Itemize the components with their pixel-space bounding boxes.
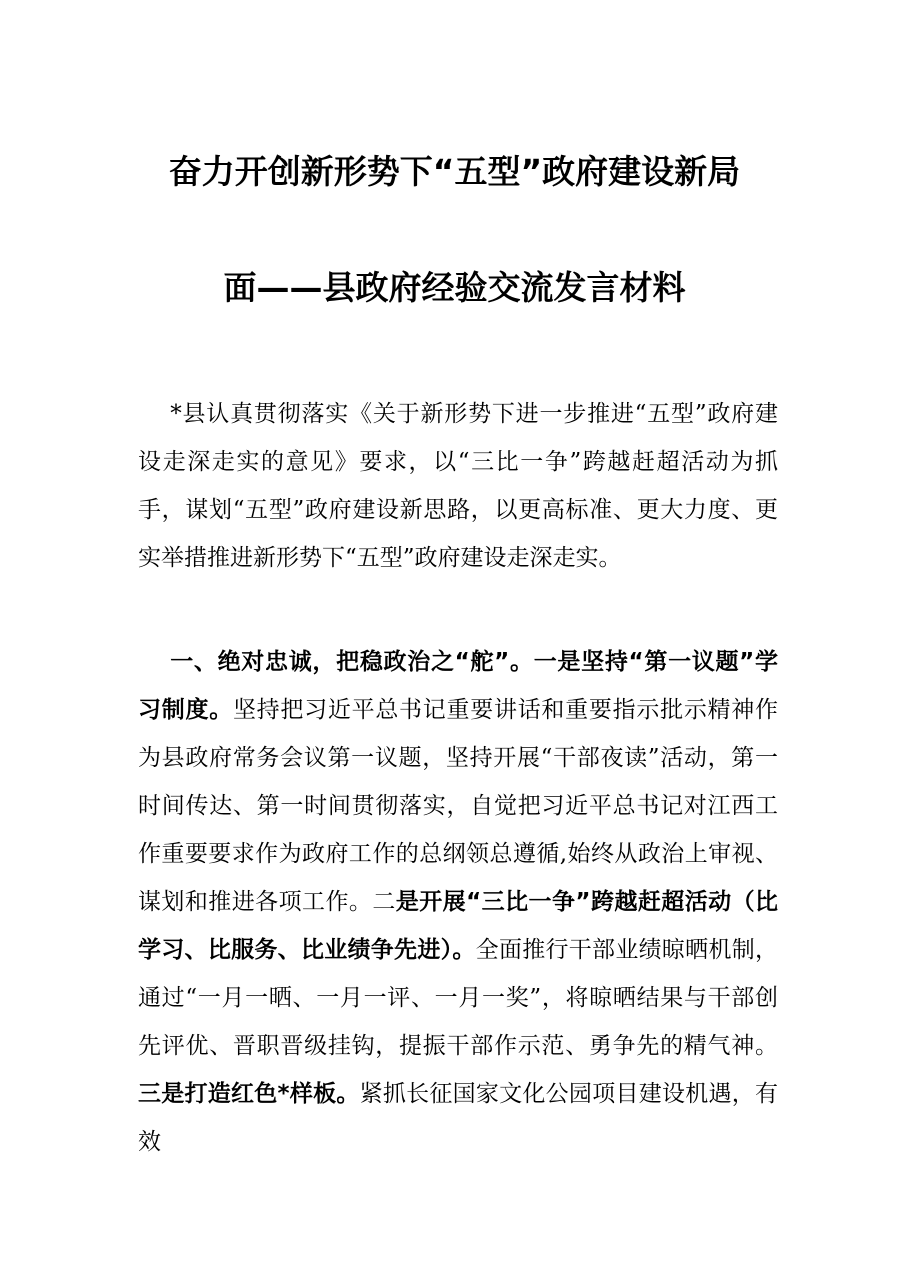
item-one-title: 一是坚持“第一议题”学习制度。 [138,649,779,723]
intro-paragraph [138,390,778,582]
item-three-text: 紧抓长征国家文化公园项目建设机遇，有效 [138,1081,778,1155]
section-one-heading: 一、绝对忠诚，把稳政治之“舵”。 [170,649,534,675]
item-two-text: 全面推行干部业绩晾晒机制，通过“一月一晒、一月一评、一月一奖”，将晾晒结果与干部创先评优、晋职晋级挂钩，提振干部作示范、勇争先的精气神。 [138,937,779,1059]
document-title-line-1: 奋力开创新形势下“五型”政府建设新局 [168,152,741,191]
intro-paragraph-text: *县认真贯彻落实《关于新形势下进一步推进“五型”政府建设走深走实的意见》要求，以“三比一争”跨越赶超活动为抓手，谋划“五型”政府建设新思路，以更高标准、更大力度、更实举措推进新形势下“五型”政府建设走深走实。 [138,401,778,571]
section-one-paragraph [138,638,778,1166]
item-two-title: 是开展“三比一争”跨越赶超活动（比学习、比服务、比业绩争先进）。 [138,889,779,963]
item-two-prefix: 二 [372,889,396,915]
item-three-title: 三是打造红色*样板。 [138,1081,360,1107]
document-title-line-2: 面——县政府经验交流发言材料 [223,268,686,307]
item-one-text: 坚持把习近平总书记重要讲话和重要指示批示精神作为县政府常务会议第一议题，坚持开展“干部夜读”活动，第一时间传达、第一时间贯彻落实，自觉把习近平总书记对江西工作重要要求作为政府工作的总纲领总遵循,始终从政治上审视、谋划和推进各项工作。 [138,697,779,915]
